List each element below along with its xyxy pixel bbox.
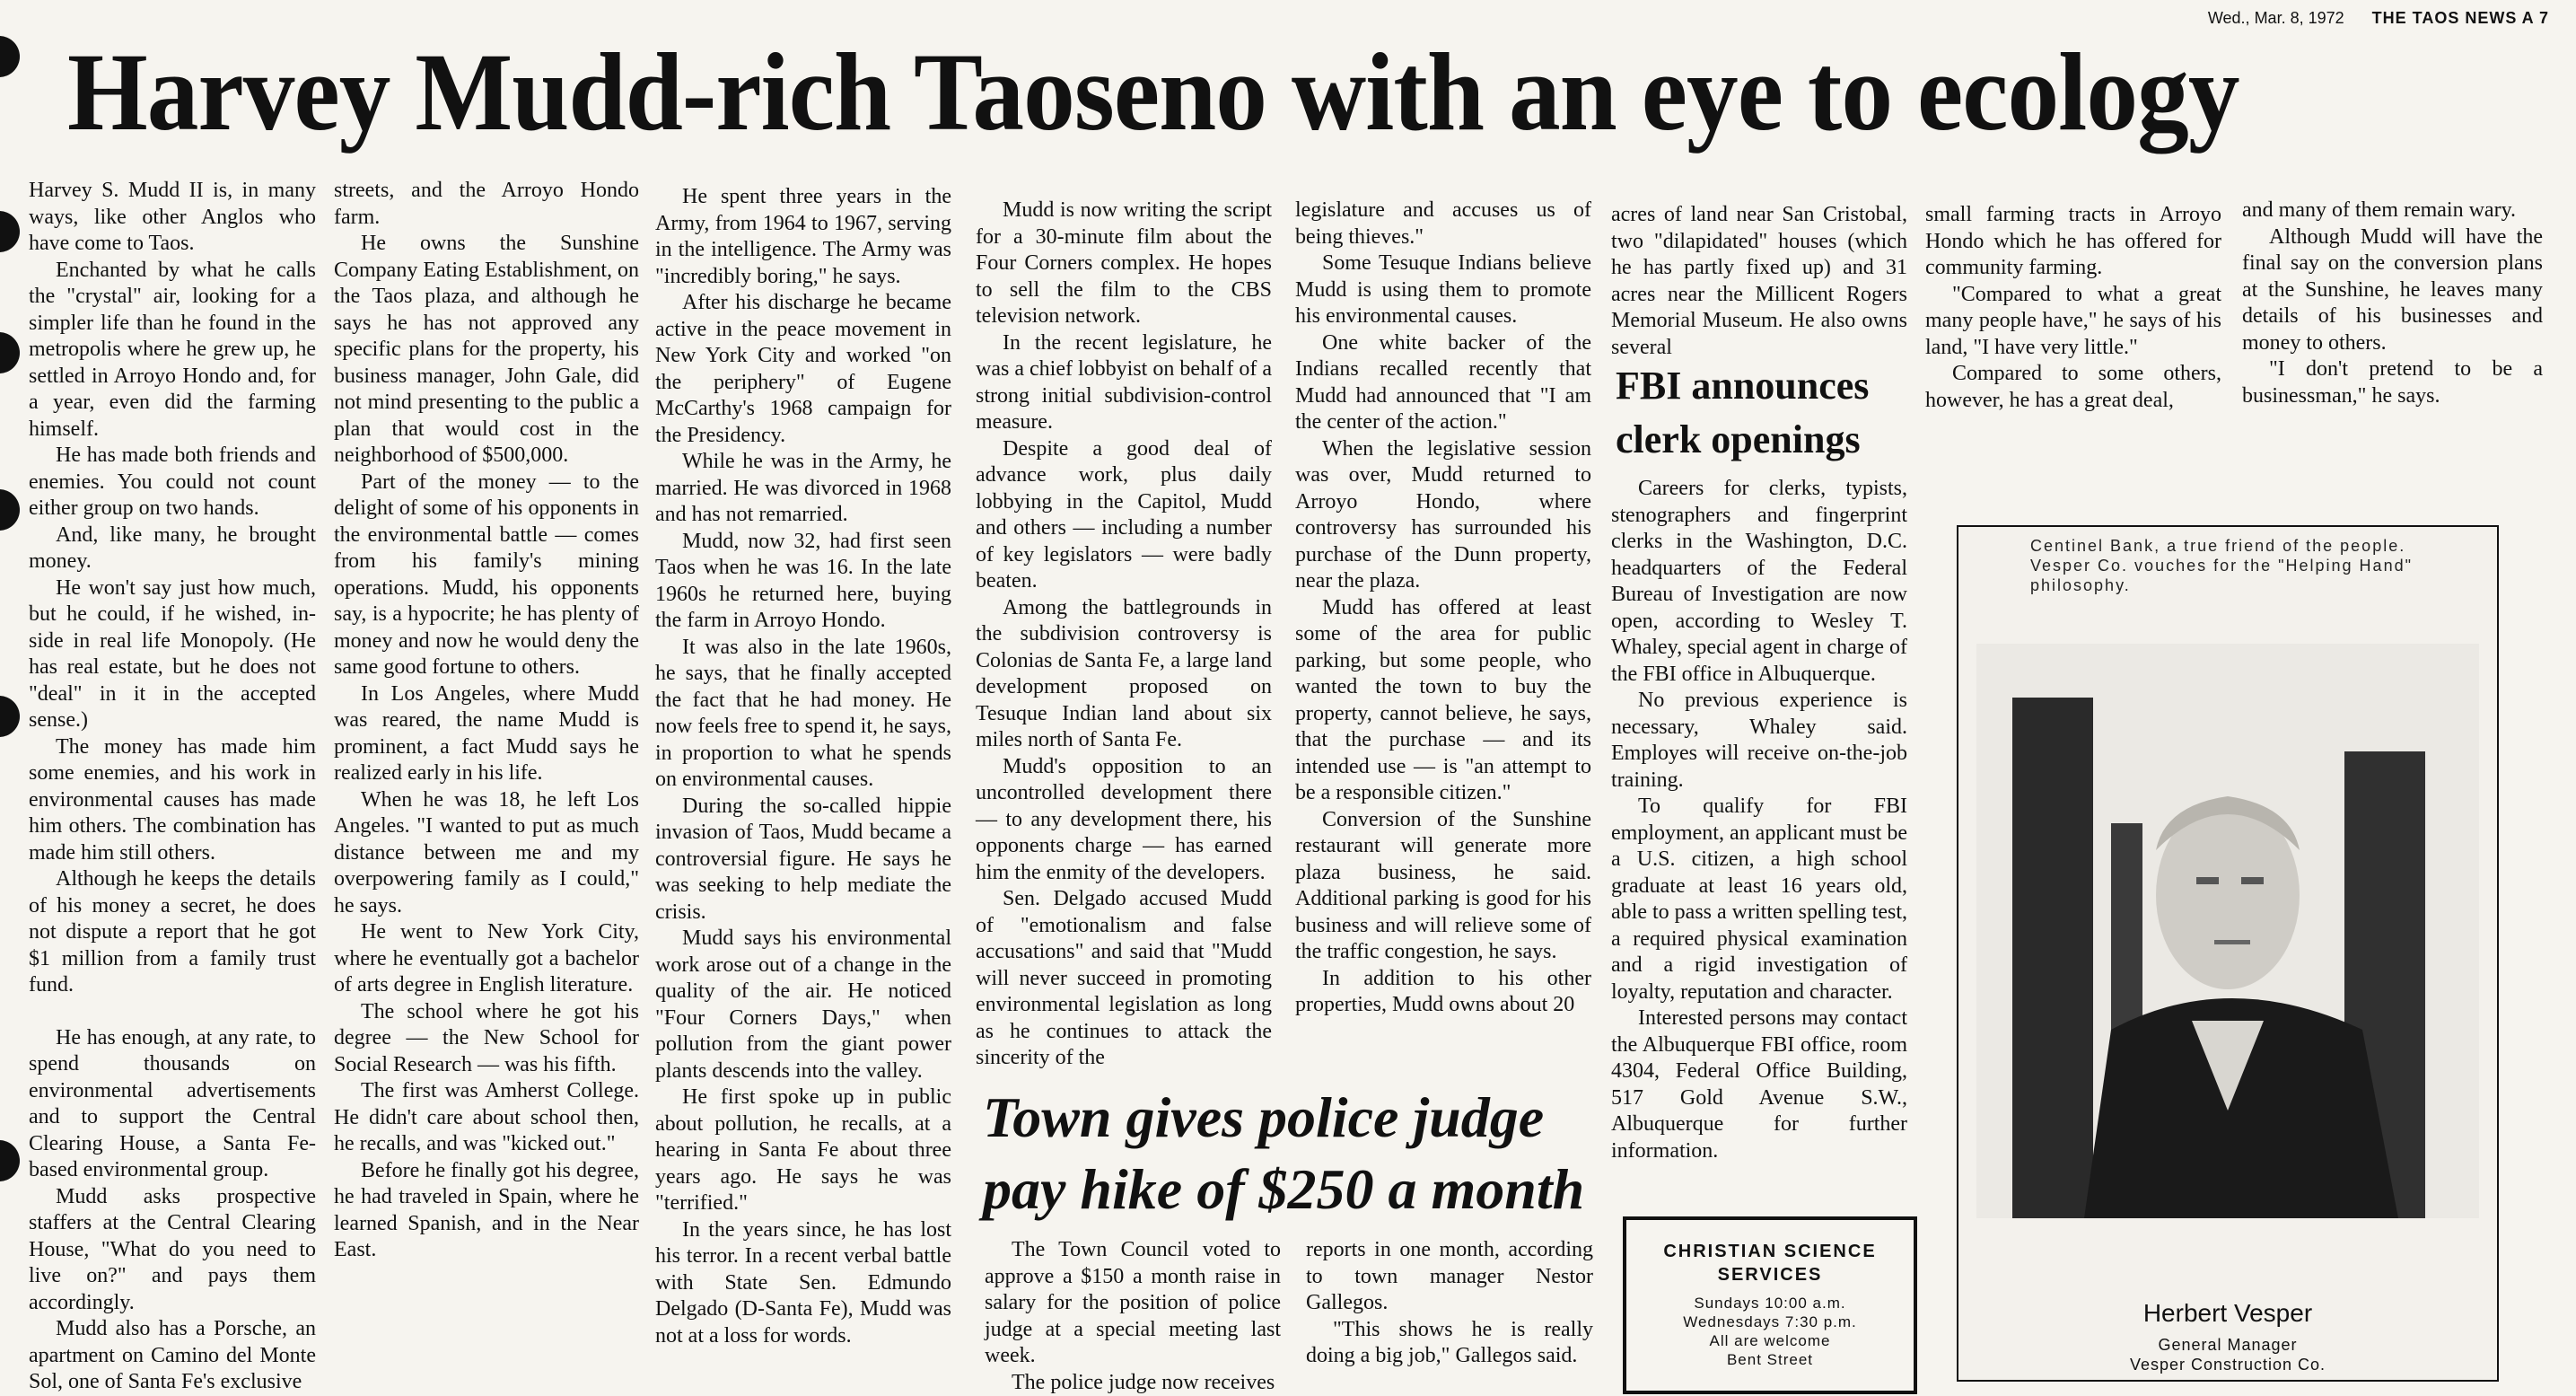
paragraph: One white backer of the Indians recalled recently that Mudd had announced that "I am the center of the action."	[1295, 330, 1591, 436]
paragraph: In the years since, he has lost his terror. In a recent verbal battle with State Sen. Edmundo Delgado (D-Santa Fe), Mudd was not at a loss for words.	[655, 1217, 951, 1350]
paragraph: And, like many, he brought money.	[29, 522, 316, 575]
fbi-story-headline-2: clerk openings	[1616, 413, 1861, 467]
story-column-2	[334, 178, 639, 1264]
paragraph: Some Tesuque Indians believe Mudd is using them to promote his environmental causes.	[1295, 250, 1591, 330]
paragraph: legislature and accuses us of being thieves."	[1295, 198, 1591, 250]
paragraph: Despite a good deal of advance work, plus daily lobbying in the Capitol, Mudd and others — including a number of key legislators — were badly beaten.	[976, 436, 1272, 595]
fbi-story-headline-1: FBI announces	[1616, 359, 1869, 413]
church-services-ad	[1623, 1216, 1917, 1394]
paragraph: "This shows he is really doing a big job," Gallegos said.	[1306, 1317, 1593, 1370]
paragraph: The police judge now receives	[985, 1370, 1281, 1396]
punch-hole-mark	[0, 332, 20, 373]
paragraph: When he was 18, he left Los Angeles. "I wanted to put as much distance between me and my overpowering family as I could," he says.	[334, 787, 639, 920]
punch-hole-mark	[0, 36, 20, 77]
police-story-headline-1: Town gives police judge	[983, 1086, 1544, 1149]
paragraph: The Town Council voted to approve a $150 a month raise in salary for the position of police judge at a special meeting last week.	[985, 1237, 1281, 1370]
paragraph: Conversion of the Sunshine restaurant will generate more plaza business, he said. Additional parking is good for his business and will relieve some of the traffic congestion, he says.	[1295, 807, 1591, 966]
paragraph: To qualify for FBI employment, an applicant must be a U.S. citizen, a high school graduate at least 16 years old, able to pass a written spelling test, a required physical examination and a rigid investigation of loyalty, reputation and character.	[1611, 794, 1907, 1005]
paragraph: Harvey S. Mudd II is, in many ways, like other Anglos who have come to Taos.	[29, 178, 316, 258]
paragraph: No previous experience is necessary, Whaley said. Employes will receive on-the-job training.	[1611, 688, 1907, 794]
paragraph: He won't say just how much, but he could, if he wished, in-side in real life Monopoly. (He has real estate, but he does not "deal" in it in the accepted sense.)	[29, 575, 316, 734]
paragraph: Part of the money — to the delight of some of his opponents in the environmental battle — comes from his family's mining operations. Mudd, his opponents say, is a hypocrite; he has plenty of money and now he would deny the same good fortune to others.	[334, 470, 639, 681]
church-ad-subtitle: SERVICES	[1626, 1263, 1914, 1286]
paragraph: and many of them remain wary.	[2242, 198, 2543, 224]
paragraph: He owns the Sunshine Company Eating Establishment, on the Taos plaza, and although he says he has not approved any specific plans for the property, his business manager, John Gale, did not mind presenting to the public a plan that would cost in the neighborhood of $500,000.	[334, 231, 639, 470]
paragraph: During the so-called hippie invasion of Taos, Mudd became a controversial figure. He says he was seeking to help mediate the crisis.	[655, 794, 951, 926]
main-headline: Harvey Mudd-rich Taoseno with an eye to ecology	[67, 34, 2388, 151]
paragraph: Mudd's opposition to an uncontrolled development there — to any development there, his opponents charge — has earned him the enmity of the developers.	[976, 754, 1272, 887]
photo-advertisement	[1957, 525, 2499, 1382]
paragraph: small farming tracts in Arroyo Hondo which he has offered for community farming.	[1925, 202, 2221, 282]
paragraph: Mudd asks prospective staffers at the Central Clearing House, "What do you need to live on?" and pays them accordingly.	[29, 1184, 316, 1317]
church-ad-wednesday: Wednesdays 7:30 p.m.	[1626, 1313, 1914, 1331]
paragraph: Mudd, now 32, had first seen Taos when he was 16. In the late 1960s he returned here, buying the farm in Arroyo Hondo.	[655, 529, 951, 635]
story-column-1	[29, 178, 316, 1396]
paragraph: The first was Amherst College. He didn't care about school then, he recalls, and was "kicked out."	[334, 1078, 639, 1158]
paragraph: "I don't pretend to be a businessman," he says.	[2242, 356, 2543, 409]
paragraph: "Compared to what a great many people have," he says of his land, "I have very little."	[1925, 282, 2221, 362]
masthead	[2208, 9, 2549, 28]
paragraph: Mudd has offered at least some of the area for public parking, but some people, who wanted the town to buy the property, cannot believe, he says, that the purchase — and its intended use — is "an attempt to be a responsible citizen."	[1295, 595, 1591, 807]
paragraph: Compared to some others, however, he has a great deal,	[1925, 361, 2221, 414]
photo-ad-title	[1958, 1335, 2497, 1374]
paragraph: When the legislative session was over, Mudd returned to Arroyo Hondo, where controversy has surrounded his purchase of the Dunn property, near the plaza.	[1295, 436, 1591, 595]
paragraph: He went to New York City, where he eventually got a bachelor of arts degree in English literature.	[334, 919, 639, 999]
photo-ad-caption: Centinel Bank, a true friend of the people. Vesper Co. vouches for the "Helping Hand" philosophy.	[2030, 536, 2461, 595]
paragraph: While he was in the Army, he married. He was divorced in 1968 and has not remarried.	[655, 449, 951, 529]
punch-hole-mark	[0, 696, 20, 737]
paragraph: Among the battlegrounds in the subdivision controversy is Colonias de Santa Fe, a large land development proposed on Tesuque Indian land about six miles north of Santa Fe.	[976, 595, 1272, 754]
paragraph: streets, and the Arroyo Hondo farm.	[334, 178, 639, 231]
church-ad-title: CHRISTIAN SCIENCE	[1626, 1240, 1914, 1263]
punch-hole-mark	[0, 1140, 20, 1181]
paragraph: He has made both friends and enemies. You could not count either group on two hands.	[29, 443, 316, 522]
paragraph: Enchanted by what he calls the "crystal" air, looking for a simpler life than he found in the metropolis where he grew up, he settled in Arroyo Hondo and, for a year, even did the farming himself.	[29, 258, 316, 443]
paragraph: reports in one month, according to town manager Nestor Gallegos.	[1306, 1237, 1593, 1317]
punch-hole-mark	[0, 489, 20, 531]
paragraph: Mudd is now writing the script for a 30-minute film about the Four Corners complex. He hopes to sell the film to the CBS television network.	[976, 198, 1272, 330]
portrait-photo	[1976, 644, 2479, 1218]
paragraph: He first spoke up in public about pollution, he recalls, at a hearing in Santa Fe about three years ago. He says he was "terrified."	[655, 1084, 951, 1217]
story-column-7	[1925, 202, 2221, 414]
paragraph: acres of land near San Cristobal, two "dilapidated" houses (which he has partly fixed up) and 31 acres near the Millicent Rogers Memorial Museum. He also owns several	[1611, 202, 1907, 361]
paragraph: Although Mudd will have the final say on the conversion plans at the Sunshine, he leaves many details of his businesses and money to others.	[2242, 224, 2543, 357]
paragraph: The school where he got his degree — the New School for Social Research — was his fifth.	[334, 999, 639, 1079]
photo-ad-title-line-1: General Manager	[1958, 1335, 2497, 1355]
police-story-column-2	[1306, 1237, 1593, 1370]
paragraph: He has enough, at any rate, to spend thousands on environmental advertisements and to support the Central Clearing House, a Santa Fe-based environmental group.	[29, 1025, 316, 1184]
story-column-6	[1611, 202, 1907, 361]
paragraph: In Los Angeles, where Mudd was reared, the name Mudd is prominent, a fact Mudd says he realized early in his life.	[334, 681, 639, 787]
church-ad-location: Bent Street	[1626, 1350, 1914, 1369]
story-column-3	[655, 184, 951, 1349]
paragraph: He spent three years in the Army, from 1964 to 1967, serving in the intelligence. The Army was "incredibly boring," he says.	[655, 184, 951, 290]
paper-name-page: THE TAOS NEWS A 7	[2372, 9, 2549, 27]
paragraph: Interested persons may contact the Albuquerque FBI office, room 4304, Federal Office Building, 517 Gold Avenue S.W., Albuquerque for further information.	[1611, 1005, 1907, 1164]
paragraph: Careers for clerks, typists, stenographers and fingerprint clerks in the Washington, D.C. headquarters of the Federal Bureau of Investigation are now open, according to Wesley T. Whaley, special agent in charge of the FBI office in Albuquerque.	[1611, 476, 1907, 688]
paragraph: In addition to his other properties, Mudd owns about 20	[1295, 966, 1591, 1019]
story-column-5	[1295, 198, 1591, 1019]
photo-ad-name: Herbert Vesper	[1958, 1299, 2497, 1328]
church-ad-sunday: Sundays 10:00 a.m.	[1626, 1294, 1914, 1313]
paragraph: Mudd also has a Porsche, an apartment on Camino del Monte Sol, one of Santa Fe's exclusive	[29, 1316, 316, 1396]
paragraph: The money has made him some enemies, and his work in environmental causes has made him others. The combination has made him still others.	[29, 734, 316, 867]
church-ad-welcome: All are welcome	[1626, 1331, 1914, 1350]
paragraph: It was also in the late 1960s, he says, that he finally accepted the fact that he had money. He now feels free to spend it, he says, in proportion to what he spends on environmental causes.	[655, 635, 951, 794]
paragraph: Mudd says his environmental work arose out of a change in the quality of the air. He noticed "Four Corners Days," when pollution from the giant power plants descends into the valley.	[655, 926, 951, 1084]
paragraph: After his discharge he became active in the peace movement in New York City and worked "on the periphery" of Eugene McCarthy's 1968 campaign for the Presidency.	[655, 290, 951, 449]
punch-hole-mark	[0, 211, 20, 252]
paragraph: Although he keeps the details of his money a secret, he does not dispute a report that he got $1 million from a family trust fund.	[29, 866, 316, 999]
police-story-column-1	[985, 1237, 1281, 1396]
police-story-headline-2: pay hike of $250 a month	[983, 1158, 1584, 1221]
paragraph: In the recent legislature, he was a chief lobbyist on behalf of a strong initial subdivision-control measure.	[976, 330, 1272, 436]
story-column-4	[976, 198, 1272, 1072]
paragraph: Before he finally got his degree, he had traveled in Spain, where he learned Spanish, and in the Near East.	[334, 1158, 639, 1264]
fbi-story-body	[1611, 476, 1907, 1164]
issue-date: Wed., Mar. 8, 1972	[2208, 9, 2344, 27]
photo-ad-title-line-2: Vesper Construction Co.	[1958, 1355, 2497, 1374]
story-column-8	[2242, 198, 2543, 409]
paragraph: Sen. Delgado accused Mudd of "emotionalism and false accusations" and said that "Mudd will never succeed in promoting environmental legislation as long as he continues to attack the sincerity of the	[976, 886, 1272, 1072]
